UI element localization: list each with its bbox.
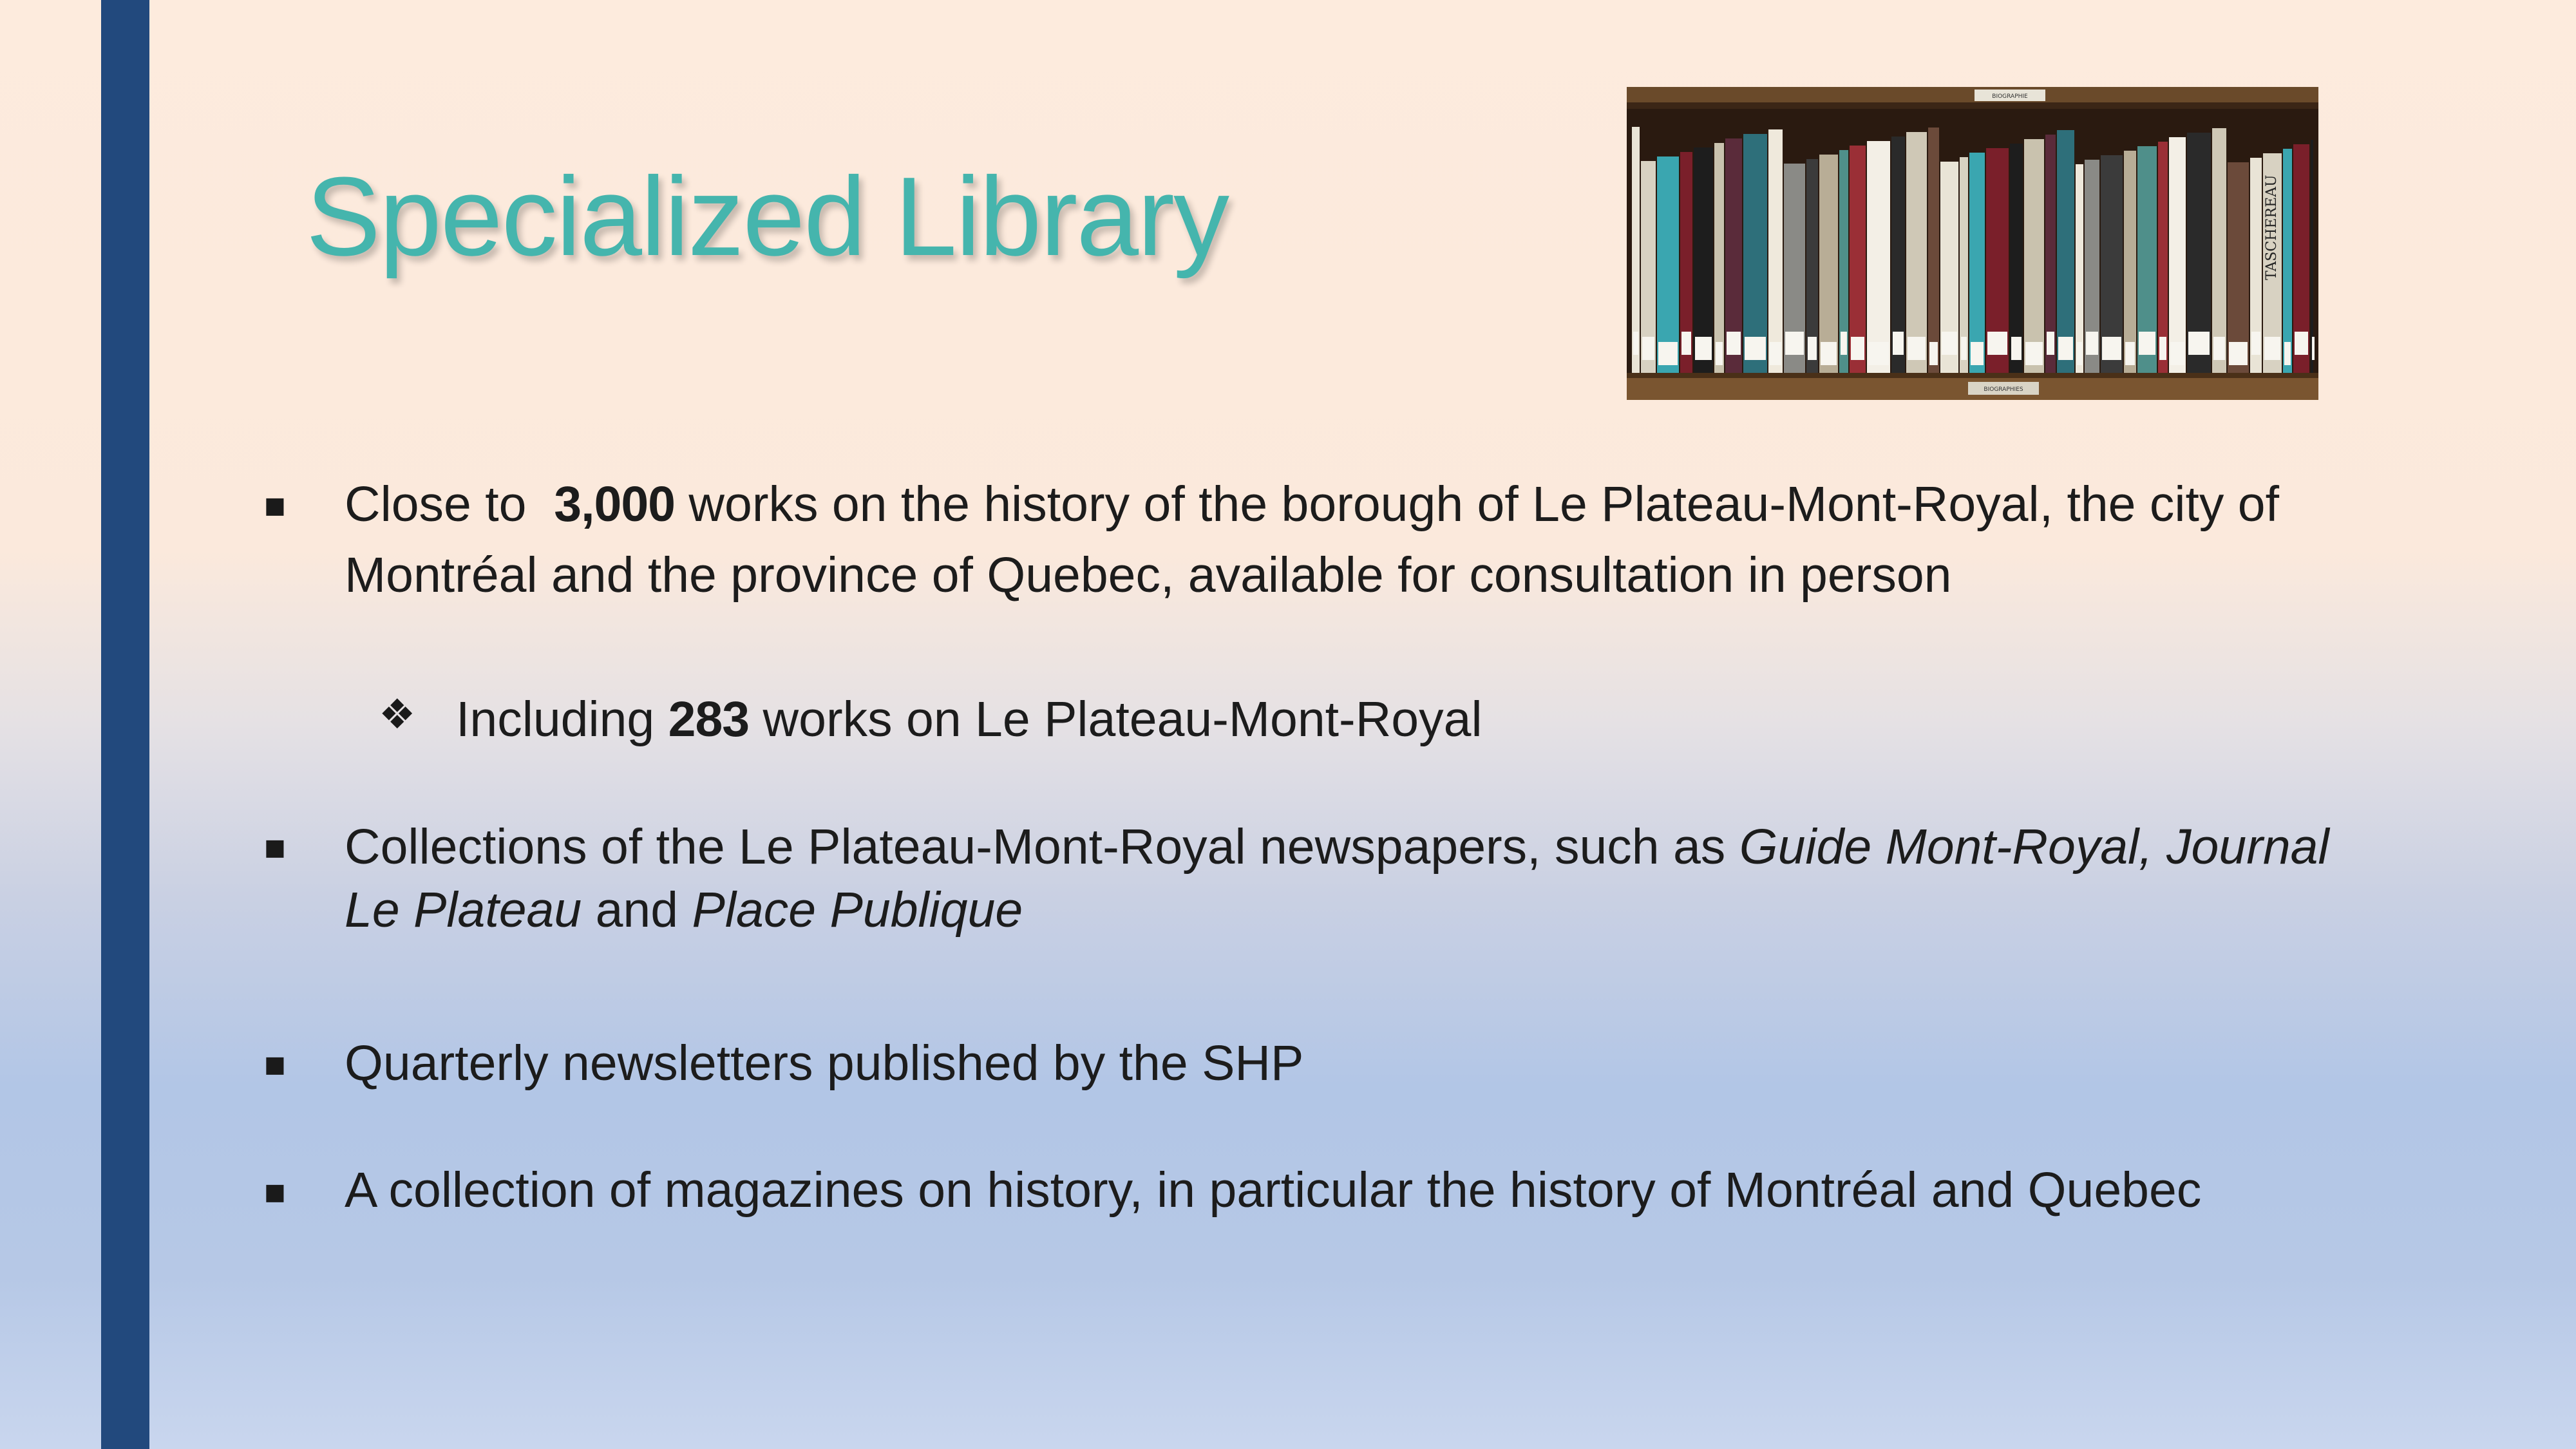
bullet-3-line-1 bbox=[345, 811, 2329, 882]
bullet-5-text: A collection of magazines on history, in particular the history of Montréal and Quebec bbox=[345, 1162, 2202, 1218]
shelf-label-bottom: BIOGRAPHIES bbox=[1984, 386, 2023, 393]
bullet-3-italic: Guide Mont-Royal, Journal bbox=[1739, 819, 2329, 875]
sub-bullet-rest: works on Le Plateau-Mont-Royal bbox=[762, 692, 1482, 747]
bullet-1-line-2: Montréal and the province of Quebec, available for consultation in person bbox=[345, 547, 1952, 603]
bullet-3-line-2 bbox=[345, 875, 1023, 945]
bullet-1-prefix: Close to bbox=[345, 477, 527, 532]
bullet-marker: ■ bbox=[264, 827, 286, 867]
shelf-label-top: BIOGRAPHIE bbox=[1992, 93, 2028, 100]
bullet-1-line-1 bbox=[345, 469, 2279, 540]
sub-bullet-number: 283 bbox=[668, 692, 750, 747]
bullet-3-italic-a: Le Plateau bbox=[345, 882, 582, 938]
bullet-marker: ■ bbox=[264, 485, 286, 526]
sub-bullet-marker: ❖ bbox=[379, 691, 416, 737]
bullet-marker: ■ bbox=[264, 1044, 286, 1084]
bullet-1-number: 3,000 bbox=[554, 477, 675, 532]
bullet-4-text: Quarterly newsletters published by the SHP bbox=[345, 1036, 1304, 1091]
bullet-3-italic-b: Place Publique bbox=[692, 882, 1023, 938]
bullet-3-and: and bbox=[595, 882, 679, 938]
bullet-marker: ■ bbox=[264, 1171, 286, 1212]
slide-title: Specialized Library bbox=[306, 153, 1229, 279]
bullet-3-plain: Collections of the Le Plateau-Mont-Royal newspapers, such as bbox=[345, 819, 1726, 875]
bullet-1-rest: works on the history of the borough of Le Plateau-Mont-Royal, the city of bbox=[688, 477, 2279, 532]
spine-text: TASCHEREAU bbox=[2264, 175, 2280, 280]
sub-bullet-line bbox=[456, 684, 1482, 755]
sub-bullet-prefix: Including bbox=[456, 692, 655, 747]
